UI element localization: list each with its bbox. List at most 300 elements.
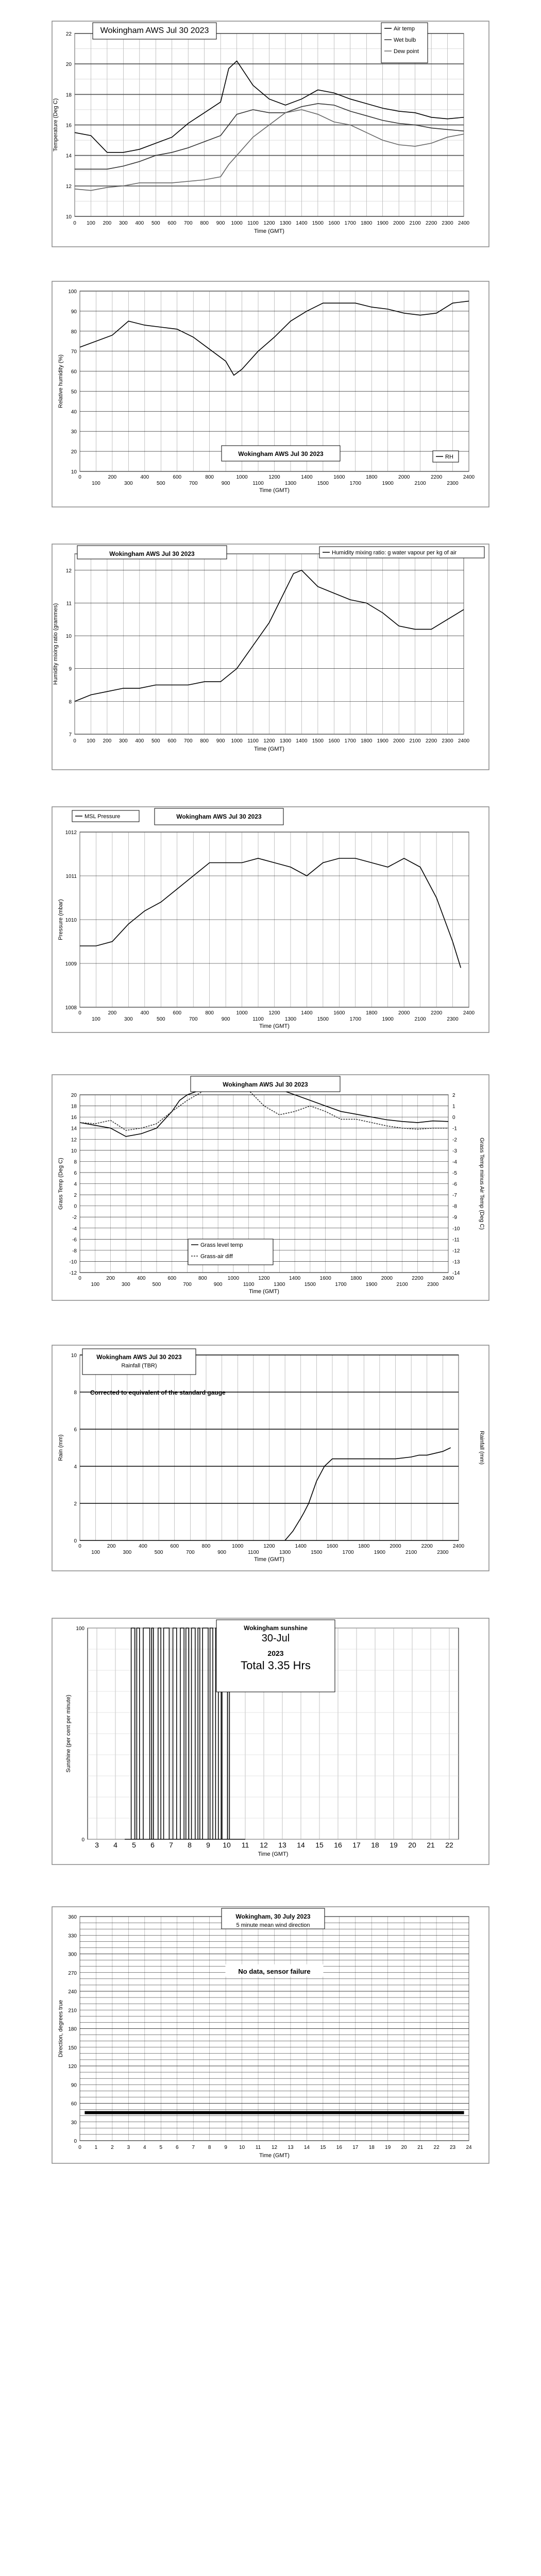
x-tick-label: 2200	[412, 1276, 424, 1281]
x-tick-label: 17	[352, 2145, 359, 2150]
x-tick-label: 1100	[252, 481, 264, 486]
x-tick-label: 1200	[263, 1544, 275, 1549]
x-tick-label: 800	[201, 1544, 211, 1549]
x-tick-label: 3	[95, 1841, 99, 1849]
y-tick-label: 9	[69, 666, 72, 672]
y2-tick-label: -13	[452, 1259, 460, 1265]
y-tick-label: 100	[68, 289, 77, 295]
x-tick-label: 400	[140, 474, 149, 480]
x-tick-label: 1100	[252, 1016, 264, 1022]
x-tick-label: 1500	[312, 738, 324, 744]
x-tick-label: 1400	[289, 1276, 301, 1281]
x-tick-label: 1600	[326, 1544, 339, 1549]
x-tick-label: 400	[139, 1544, 147, 1549]
wind-direction-chart	[52, 1906, 489, 2164]
y-tick-label: 60	[71, 369, 77, 375]
x-tick-label: 500	[154, 1550, 163, 1555]
x-tick-label: 3	[127, 2145, 130, 2150]
chart-title: Wokingham AWS Jul 30 2023	[100, 26, 209, 35]
x-tick-label: 18	[371, 1841, 379, 1849]
mixing-ratio-chart	[52, 544, 489, 770]
x-tick-label: 12	[271, 2145, 278, 2150]
x-tick-label: 500	[156, 1016, 165, 1022]
x-tick-label: 15	[315, 1841, 324, 1849]
x-tick-label: 2100	[414, 481, 426, 486]
x-tick-label: 1700	[349, 481, 361, 486]
y-tick-label: -10	[69, 1259, 77, 1265]
x-tick-label: 1100	[247, 738, 259, 744]
y2-tick-label: -8	[452, 1204, 457, 1210]
x-tick-label: 14	[297, 1841, 305, 1849]
chart-subtitle: Rainfall (TBR)	[121, 1363, 157, 1369]
x-tick-label: 16	[336, 2145, 342, 2150]
x-tick-label: 2200	[421, 1544, 433, 1549]
x-tick-label: 1500	[317, 1016, 329, 1022]
x-axis-label: Time (GMT)	[259, 1023, 290, 1029]
x-tick-label: 2100	[409, 221, 421, 226]
x-axis-label: Time (GMT)	[259, 2153, 290, 2159]
x-tick-label: 300	[119, 738, 128, 744]
pressure-chart	[52, 806, 489, 1033]
grass-temperature-chart	[52, 1074, 489, 1301]
y-axis-label: Grass Temp (Deg C)	[58, 1158, 64, 1210]
chart-title: Wokingham, 30 July 2023	[235, 1913, 311, 1920]
chart-title: Wokingham AWS Jul 30 2023	[223, 1081, 308, 1088]
y-tick-label: 14	[65, 153, 72, 159]
x-tick-label: 600	[173, 1010, 182, 1016]
x-tick-label: 700	[189, 481, 198, 486]
x-tick-label: 100	[91, 1282, 100, 1287]
x-tick-label: 1	[94, 2145, 98, 2150]
y-tick-label: 20	[71, 449, 77, 455]
y-tick-label: 50	[71, 389, 77, 395]
x-tick-label: 20	[408, 1841, 416, 1849]
y-tick-label: 0	[81, 1837, 84, 1843]
x-tick-label: 1800	[366, 1010, 378, 1016]
y2-tick-label: -14	[452, 1270, 460, 1276]
x-tick-label: 1000	[236, 474, 248, 480]
x-tick-label: 500	[151, 738, 160, 744]
x-axis-label: Time (GMT)	[249, 1289, 279, 1295]
y2-tick-label: -11	[452, 1237, 460, 1243]
y-axis-label: Relative humidity (%)	[58, 354, 64, 408]
x-tick-label: 300	[124, 481, 133, 486]
x-tick-label: 0	[73, 221, 76, 226]
x-axis-label: Time (GMT)	[258, 1851, 289, 1857]
x-tick-label: 19	[390, 1841, 398, 1849]
y-tick-label: 0	[74, 1204, 77, 1210]
x-tick-label: 2400	[458, 738, 470, 744]
y2-tick-label: 1	[452, 1104, 455, 1110]
x-tick-label: 300	[119, 221, 128, 226]
y-tick-label: 120	[68, 2064, 77, 2070]
y-tick-label: 240	[68, 1989, 77, 1995]
x-tick-label: 900	[216, 738, 225, 744]
x-tick-label: 900	[213, 1282, 223, 1287]
x-tick-label: 0	[78, 1544, 81, 1549]
y-tick-label: 22	[65, 31, 72, 37]
x-tick-label: 2000	[381, 1276, 393, 1281]
x-tick-label: 500	[156, 481, 165, 486]
y-tick-label: 180	[68, 2026, 77, 2032]
x-tick-label: 2000	[393, 221, 405, 226]
y-tick-label: 150	[68, 2045, 77, 2051]
x-tick-label: 2300	[442, 738, 453, 744]
x-tick-label: 16	[334, 1841, 342, 1849]
x-tick-label: 2200	[430, 1010, 443, 1016]
legend-label: Humidity mixing ratio: g water vapour per kg of air	[332, 550, 457, 556]
x-tick-label: 0	[78, 1276, 81, 1281]
y-tick-label: 90	[71, 309, 77, 315]
x-tick-label: 1400	[301, 1010, 313, 1016]
y-axis-label: Direction, degrees true	[58, 1999, 64, 2058]
relative-humidity-chart	[52, 281, 489, 507]
x-tick-label: 13	[278, 1841, 286, 1849]
x-tick-label: 600	[173, 474, 182, 480]
y-tick-label: 90	[71, 2082, 77, 2089]
x-tick-label: 2000	[398, 1010, 410, 1016]
x-tick-label: 1600	[333, 474, 345, 480]
temperature-chart	[52, 21, 489, 247]
y2-tick-label: -10	[452, 1226, 460, 1232]
x-tick-label: 1000	[231, 738, 243, 744]
x-tick-label: 1800	[358, 1544, 370, 1549]
x-tick-label: 2300	[427, 1282, 439, 1287]
x-axis-label: Time (GMT)	[254, 1556, 284, 1563]
y-tick-label: 360	[68, 1914, 77, 1920]
x-tick-label: 2300	[437, 1550, 449, 1555]
x-tick-label: 23	[449, 2145, 456, 2150]
legend-label: RH	[445, 454, 453, 460]
x-tick-label: 800	[200, 221, 209, 226]
x-tick-label: 21	[417, 2145, 424, 2150]
x-tick-label: 700	[183, 738, 193, 744]
y-tick-label: 7	[69, 732, 72, 738]
y-tick-label: -8	[72, 1248, 77, 1254]
x-tick-label: 1100	[243, 1282, 255, 1287]
x-tick-label: 13	[288, 2145, 294, 2150]
y2-tick-label: -6	[452, 1181, 457, 1188]
x-tick-label: 4	[113, 1841, 117, 1849]
x-tick-label: 1500	[311, 1550, 323, 1555]
y-tick-label: 1009	[65, 961, 77, 967]
x-tick-label: 19	[385, 2145, 391, 2150]
x-tick-label: 1000	[232, 1544, 244, 1549]
y-tick-label: 10	[71, 1353, 77, 1359]
humidity-chart-panel	[52, 281, 489, 507]
x-tick-label: 2100	[414, 1016, 426, 1022]
legend-label: MSL Pressure	[84, 814, 121, 820]
chart-title: Wokingham AWS Jul 30 2023	[109, 550, 195, 557]
x-tick-label: 6	[175, 2145, 179, 2150]
legend-label: Grass level temp	[200, 1242, 243, 1248]
x-tick-label: 2200	[425, 221, 437, 226]
x-tick-label: 1700	[344, 738, 356, 744]
chart-subtitle: 5 minute mean wind direction	[236, 1922, 310, 1928]
x-tick-label: 1300	[279, 738, 292, 744]
chart-year: 2023	[267, 1649, 284, 1657]
y-tick-label: 20	[65, 62, 72, 68]
mixing-ratio-chart-panel	[52, 544, 489, 770]
x-tick-label: 200	[108, 1010, 117, 1016]
sunshine-chart	[52, 1618, 489, 1865]
x-tick-label: 900	[221, 1016, 230, 1022]
y-tick-label: 6	[74, 1427, 77, 1433]
x-tick-label: 5	[132, 1841, 136, 1849]
chart-title: Wokingham AWS Jul 30 2023	[238, 450, 324, 457]
y-tick-label: 0	[74, 2139, 77, 2144]
x-tick-label: 1000	[236, 1010, 248, 1016]
x-tick-label: 1600	[328, 221, 340, 226]
x-tick-label: 1000	[227, 1276, 240, 1281]
x-tick-label: 2400	[463, 1010, 475, 1016]
y-tick-label: 60	[71, 2101, 77, 2107]
x-tick-label: 1900	[377, 221, 388, 226]
x-tick-label: 100	[92, 481, 100, 486]
y-tick-label: 6	[74, 1170, 77, 1176]
y2-tick-label: -5	[452, 1170, 457, 1176]
chart-annotation: Corrected to equivalent of the standard gauge	[90, 1389, 226, 1396]
y-tick-label: 30	[71, 429, 77, 435]
x-tick-label: 2400	[442, 1276, 454, 1281]
y2-tick-label: -1	[452, 1126, 457, 1132]
x-tick-label: 200	[103, 738, 112, 744]
x-tick-label: 1000	[231, 221, 243, 226]
x-tick-label: 100	[87, 738, 95, 744]
x-tick-label: 2000	[390, 1544, 401, 1549]
x-tick-label: 1900	[382, 481, 394, 486]
y-tick-label: 8	[74, 1390, 77, 1396]
x-tick-label: 1800	[366, 474, 378, 480]
x-tick-label: 600	[170, 1544, 179, 1549]
x-tick-label: 8	[188, 1841, 192, 1849]
x-tick-label: 1600	[328, 738, 340, 744]
x-tick-label: 22	[433, 2145, 439, 2150]
x-tick-label: 1400	[295, 1544, 307, 1549]
y-tick-label: 18	[65, 92, 72, 98]
y-tick-label: 10	[71, 1148, 77, 1154]
legend-label: Grass-air diff	[200, 1253, 233, 1260]
y-tick-label: 0	[74, 1538, 77, 1544]
x-tick-label: 1300	[279, 1550, 291, 1555]
y-axis-label: Humidity mixing ratio (grammes)	[53, 603, 59, 685]
y-tick-label: 12	[65, 568, 72, 574]
y-tick-label: 210	[68, 2008, 77, 2014]
y-tick-label: 16	[71, 1115, 77, 1121]
y-tick-label: 14	[71, 1126, 77, 1132]
y-tick-label: -4	[72, 1226, 77, 1232]
chart-title: Wokingham AWS Jul 30 2023	[96, 1353, 182, 1361]
x-tick-label: 5	[159, 2145, 163, 2150]
y-tick-label: 330	[68, 1933, 77, 1939]
x-tick-label: 7	[192, 2145, 195, 2150]
x-tick-label: 900	[216, 221, 225, 226]
y-tick-label: 30	[71, 2120, 77, 2126]
x-tick-label: 9	[206, 1841, 210, 1849]
x-tick-label: 0	[73, 738, 76, 744]
x-tick-label: 400	[135, 738, 144, 744]
x-tick-label: 400	[135, 221, 144, 226]
y-tick-label: 2	[74, 1501, 77, 1507]
x-tick-label: 1400	[301, 474, 313, 480]
x-tick-label: 600	[167, 738, 177, 744]
temperature-chart-panel	[52, 21, 489, 247]
x-tick-label: 300	[124, 1016, 133, 1022]
x-tick-label: 1100	[248, 1550, 259, 1555]
x-axis-label: Time (GMT)	[259, 487, 290, 494]
x-tick-label: 200	[106, 1276, 115, 1281]
x-tick-label: 200	[107, 1544, 116, 1549]
x-tick-label: 1300	[274, 1282, 285, 1287]
x-tick-label: 2400	[458, 221, 470, 226]
legend-label: Wet bulb	[394, 37, 416, 43]
x-tick-label: 10	[223, 1841, 231, 1849]
x-tick-label: 1800	[361, 221, 373, 226]
x-tick-label: 1100	[247, 221, 259, 226]
y-tick-label: 4	[74, 1464, 77, 1470]
y-tick-label: 270	[68, 1970, 77, 1976]
x-tick-label: 2400	[452, 1544, 465, 1549]
x-tick-label: 700	[189, 1016, 198, 1022]
y-tick-label: 80	[71, 329, 77, 335]
x-tick-label: 1900	[374, 1550, 385, 1555]
x-tick-label: 800	[200, 738, 209, 744]
x-tick-label: 1900	[377, 738, 388, 744]
x-tick-label: 2000	[393, 738, 405, 744]
y-axis-label: Rain (mm)	[58, 1434, 64, 1461]
x-tick-label: 600	[167, 1276, 177, 1281]
x-tick-label: 1300	[284, 1016, 297, 1022]
x-tick-label: 4	[143, 2145, 146, 2150]
y-tick-label: 10	[65, 214, 72, 220]
y-tick-label: 8	[74, 1159, 77, 1165]
x-tick-label: 1800	[361, 738, 373, 744]
x-tick-label: 200	[103, 221, 112, 226]
y-tick-label: 16	[65, 123, 72, 129]
x-tick-label: 11	[255, 2145, 261, 2150]
x-tick-label: 22	[445, 1841, 453, 1849]
y-axis-label: Temperature (Deg C)	[53, 98, 59, 152]
x-tick-label: 2100	[396, 1282, 408, 1287]
y2-tick-label: -4	[452, 1159, 457, 1165]
x-tick-label: 2000	[398, 474, 410, 480]
legend-label: Air temp	[394, 26, 415, 32]
x-axis-label: Time (GMT)	[254, 746, 284, 752]
y2-tick-label: 0	[452, 1115, 455, 1121]
x-tick-label: 1800	[350, 1276, 362, 1281]
x-tick-label: 0	[78, 2145, 81, 2150]
chart-title: Wokingham AWS Jul 30 2023	[176, 813, 262, 820]
y-axis-label: Sunshine (per cent per minute)	[65, 1694, 72, 1773]
x-tick-label: 1500	[304, 1282, 316, 1287]
y2-tick-label: -12	[452, 1248, 460, 1254]
y2-tick-label: -2	[452, 1137, 457, 1143]
x-tick-label: 14	[303, 2145, 310, 2150]
y-tick-label: 1008	[65, 1005, 77, 1011]
x-tick-label: 6	[150, 1841, 155, 1849]
chart-total: Total 3.35 Hrs	[241, 1659, 311, 1672]
x-tick-label: 2300	[442, 221, 453, 226]
x-tick-label: 1300	[279, 221, 292, 226]
x-tick-label: 700	[183, 221, 193, 226]
y-tick-label: 70	[71, 349, 77, 355]
x-tick-label: 500	[151, 221, 160, 226]
x-tick-label: 1900	[365, 1282, 378, 1287]
x-tick-label: 300	[123, 1550, 132, 1555]
y-tick-label: 300	[68, 1952, 77, 1958]
sunshine-chart-panel	[52, 1618, 489, 1865]
x-tick-label: 1600	[333, 1010, 345, 1016]
x-tick-label: 600	[167, 221, 177, 226]
x-tick-label: 1200	[263, 738, 275, 744]
x-tick-label: 1200	[258, 1276, 270, 1281]
rainfall-chart-panel	[52, 1345, 489, 1571]
y-axis-label: Pressure (mbar)	[58, 899, 64, 940]
x-tick-label: 700	[183, 1282, 192, 1287]
x-tick-label: 2200	[430, 474, 443, 480]
x-tick-label: 700	[186, 1550, 195, 1555]
y-tick-label: 8	[69, 699, 72, 705]
wind-direction-chart-panel	[52, 1906, 489, 2164]
x-axis-label: Time (GMT)	[254, 228, 284, 234]
x-tick-label: 21	[427, 1841, 435, 1849]
x-tick-label: 1400	[296, 221, 308, 226]
x-tick-label: 1400	[296, 738, 308, 744]
y-tick-label: 10	[65, 634, 72, 640]
legend-label: Dew point	[394, 48, 419, 55]
x-tick-label: 0	[78, 1010, 81, 1016]
x-tick-label: 1700	[342, 1550, 354, 1555]
y-tick-label: 18	[71, 1104, 77, 1110]
x-tick-label: 1500	[312, 221, 324, 226]
x-tick-label: 1200	[268, 1010, 280, 1016]
grass-temp-chart-panel	[52, 1074, 489, 1301]
x-tick-label: 2200	[425, 738, 437, 744]
y-tick-label: 40	[71, 409, 77, 415]
y-tick-label: 100	[76, 1626, 84, 1632]
x-tick-label: 1300	[284, 481, 297, 486]
x-tick-label: 18	[368, 2145, 375, 2150]
y-tick-label: 20	[71, 1093, 77, 1098]
x-tick-label: 12	[260, 1841, 268, 1849]
y-tick-label: 10	[71, 469, 77, 475]
x-tick-label: 0	[78, 474, 81, 480]
x-tick-label: 10	[239, 2145, 245, 2150]
x-tick-label: 2300	[447, 481, 459, 486]
y-tick-label: 12	[71, 1137, 77, 1143]
y-tick-label: -6	[72, 1237, 77, 1243]
x-tick-label: 100	[92, 1016, 100, 1022]
x-tick-label: 1500	[317, 481, 329, 486]
chart-title: Wokingham sunshine	[244, 1624, 308, 1632]
rainfall-chart	[52, 1345, 489, 1571]
x-tick-label: 200	[108, 474, 117, 480]
y-tick-label: 11	[66, 601, 72, 607]
x-tick-label: 800	[198, 1276, 207, 1281]
y-tick-label: 4	[74, 1181, 77, 1188]
x-tick-label: 15	[320, 2145, 326, 2150]
x-tick-label: 500	[152, 1282, 161, 1287]
y2-axis-label: Rainfall (mm)	[479, 1431, 485, 1465]
y-tick-label: 2	[74, 1193, 77, 1199]
x-tick-label: 1700	[349, 1016, 361, 1022]
x-tick-label: 900	[217, 1550, 226, 1555]
title-box	[82, 1349, 196, 1375]
x-tick-label: 800	[205, 474, 214, 480]
x-tick-label: 2400	[463, 474, 475, 480]
y2-tick-label: 2	[452, 1093, 455, 1098]
x-tick-label: 900	[221, 481, 230, 486]
